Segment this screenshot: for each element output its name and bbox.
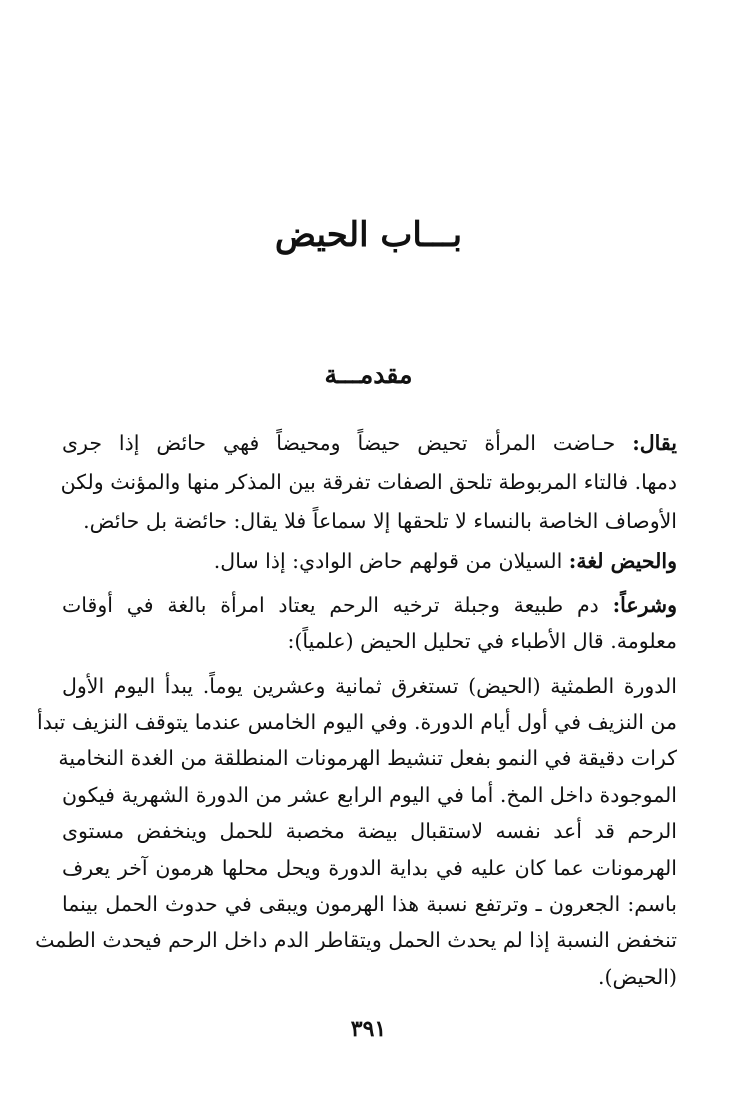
page-number: ٣٩١ — [350, 1016, 387, 1042]
line-text: دم طبيعة وجبلة ترخيه الرحم يعتاد امرأة بالغة في أوقات — [62, 593, 613, 617]
paragraph-line — [62, 776, 677, 814]
line-text: الأوصاف الخاصة بالنساء لا تلحقها إلا سماعاً فلا يقال: حائضة بل حائض. — [83, 509, 677, 533]
line-text: الرحم قد أعد نفسه لاستقبال بيضة مخصبة للحمل وينخفض مستوى — [62, 819, 677, 843]
paragraph-line — [62, 463, 677, 501]
paragraph-line — [62, 812, 677, 850]
line-text: الدورة الطمثية (الحيض) تستغرق ثمانية وعشرين يوماً. يبدأ اليوم الأول — [62, 674, 677, 698]
line-text: الهرمونات عما كان عليه في بداية الدورة ويحل محلها هرمون آخر يعرف — [62, 856, 677, 880]
line-text: حـاضت المرأة تحيض حيضاً ومحيضاً فهي حائض إذا جرى — [62, 431, 633, 455]
paragraph-line — [62, 958, 677, 996]
line-text: دمها. فالتاء المربوطة تلحق الصفات تفرقة بين المذكر منها والمؤنث ولكن — [60, 470, 677, 494]
lead-term: يقال: — [632, 431, 677, 455]
paragraph-line — [35, 921, 677, 959]
paragraph-line — [62, 667, 677, 705]
paragraph-line — [62, 502, 677, 540]
paragraph-line — [62, 586, 677, 624]
paragraph-line — [62, 424, 677, 462]
line-text: الموجودة داخل المخ. أما في اليوم الرابع عشر من الدورة الشهرية فيكون — [62, 783, 677, 807]
paragraph-line — [62, 542, 677, 580]
line-text: معلومة. قال الأطباء في تحليل الحيض (علمياً): — [287, 629, 677, 653]
paragraph-line — [37, 703, 677, 741]
line-text: السيلان من قولهم حاض الوادي: إذا سال. — [213, 549, 569, 573]
line-text: (الحيض). — [598, 965, 677, 989]
line-text: تنخفض النسبة إذا لم يحدث الحمل ويتقاطر الدم داخل الرحم فيحدث الطمث — [35, 928, 677, 952]
line-text: كرات دقيقة في النمو بفعل تنشيط الهرمونات المنطلقة من الغدة النخامية — [58, 746, 677, 770]
chapter-title: بـــاب الحيض — [274, 215, 463, 255]
line-text: من النزيف في أول أيام الدورة. وفي اليوم الخامس عندما يتوقف النزيف تبدأ — [37, 710, 677, 734]
paragraph-line — [58, 739, 677, 777]
section-title: مقدمـــة — [324, 360, 413, 389]
lead-term: والحيض لغة: — [568, 549, 677, 573]
paragraph-line — [62, 885, 677, 923]
line-text: باسم: الجعرون ـ وترتفع نسبة هذا الهرمون ويبقى في حدوث الحمل بينما — [62, 892, 677, 916]
paragraph-line — [62, 849, 677, 887]
lead-term: وشرعاً: — [612, 593, 677, 617]
paragraph-line — [62, 622, 677, 660]
